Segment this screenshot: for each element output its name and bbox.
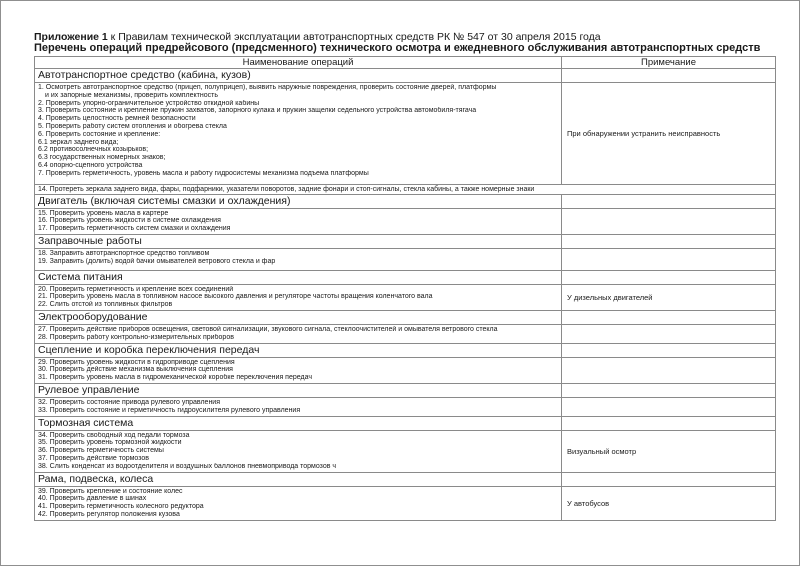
operation-item: 6.3 государственных номерных знаков; — [38, 154, 166, 162]
operation-item: 22. Слить отстой из топливных фильтров — [38, 301, 173, 309]
section-items-fuel-system — [35, 284, 562, 310]
operation-item: 17. Проверить герметичность систем смазки и охлаждения — [38, 225, 231, 233]
operation-item: 27. Проверить действие приборов освещения, световой сигнализации, звукового сигнала, стеклоочистителей и омывателя ветрового стекла — [38, 325, 498, 333]
section-items-steering — [35, 397, 562, 416]
note-engine — [562, 208, 776, 234]
section-title-refueling: Заправочные работы — [35, 234, 562, 248]
column-header-name: Наименование операций — [35, 57, 562, 69]
annex-label: Приложение 1 — [34, 31, 108, 43]
operation-item: 6. Проверить состояние и крепление: — [38, 130, 161, 138]
note-brakes: Визуальный осмотр — [562, 430, 776, 472]
section-title-steering: Рулевое управление — [35, 383, 562, 397]
note-fuel-system: У дизельных двигателей — [562, 284, 776, 310]
operation-item: 3. Проверить состояние и крепление пружин захватов, запорного кулака и пружин защелки седельного устройства автомобиля-тягача — [38, 107, 477, 115]
operation-item: 36. Проверить герметичность системы — [38, 447, 164, 455]
note-electrical — [562, 324, 776, 343]
operation-item: 6.2 противосолнечных козырьков; — [38, 146, 149, 154]
column-header-note: Примечание — [562, 57, 776, 69]
operation-item: 28. Проверить работу контрольно-измерительных приборов — [38, 333, 234, 341]
operation-item: 40. Проверить давление в шинах — [38, 495, 147, 503]
operation-item: 6.1 зеркал заднего вида; — [38, 138, 119, 146]
section-title-chassis: Рама, подвеска, колеса — [35, 472, 562, 486]
note-chassis: У автобусов — [562, 486, 776, 520]
section-title-vehicle: Автотранспортное средство (кабина, кузов) — [35, 69, 562, 83]
operation-item: 38. Слить конденсат из водоотделителя и воздушных баллонов пневмопривода тормозов ч — [38, 462, 337, 470]
note-clutch-gearbox — [562, 357, 776, 383]
section-title-clutch-gearbox: Сцепление и коробка переключения передач — [35, 343, 562, 357]
operation-item: 42. Проверить регулятор положения кузова — [38, 510, 180, 518]
document-title: Перечень операций предрейсового (предсменного) технического осмотра и ежедневного обслуживания автотранспортных средств — [34, 42, 761, 54]
section-title-electrical: Электрооборудование — [35, 310, 562, 324]
section-items-chassis — [35, 486, 562, 520]
operation-item: и их запорные механизмы, проверить комплектность — [45, 91, 218, 99]
operation-item: 21. Проверить уровень масла в топливном насосе высокого давления и регуляторе частоты вращения коленчатого вала — [38, 293, 433, 301]
operation-item: 20. Проверить герметичность и крепление всех соединений — [38, 285, 234, 293]
note-refueling — [562, 248, 776, 270]
annex-text: к Правилам технической эксплуатации автотранспортных средств РК № 547 от 30 апреля 2015 года — [107, 31, 601, 43]
operation-item: 30. Проверить действие механизма выключения сцепления — [38, 366, 233, 374]
section-items-engine — [35, 208, 562, 234]
operation-item: 2. Проверить упорно-ограничительное устройство откидной кабины — [38, 99, 260, 107]
operation-item: 4. Проверить целостность ремней безопасности — [38, 115, 196, 123]
operation-item-wipe: 14. Протереть зеркала заднего вида, фары, подфарники, указатели поворотов, задние фонари и стоп-сигналы, стекла кабины, а также номерные знаки — [35, 184, 776, 194]
operation-item: 29. Проверить уровень жидкости в гидроприводе сцепления — [38, 358, 235, 366]
operation-item: 16. Проверить уровень жидкости в системе охлаждения — [38, 217, 221, 225]
operation-item: 6.4 опорно-сцепного устройства — [38, 161, 143, 169]
operation-item: 7. Проверить герметичность, уровень масла и работу гидросистемы механизма подъема платформы — [38, 169, 369, 177]
section-title-fuel-system: Система питания — [35, 270, 562, 284]
section-title-engine: Двигатель (включая системы смазки и охлаждения) — [35, 194, 562, 208]
operation-item: 15. Проверить уровень масла в картере — [38, 209, 169, 217]
operation-item: 34. Проверить свободный ход педали тормоза — [38, 431, 190, 439]
operation-item: 31. Проверить уровень масла в гидромеханической коробке переключения передач — [38, 374, 312, 382]
note-vehicle: При обнаружении устранить неисправность — [562, 83, 776, 185]
section-title-brakes: Тормозная система — [35, 416, 562, 430]
section-items-clutch-gearbox — [35, 357, 562, 383]
operation-item: 32. Проверить состояние привода рулевого управления — [38, 398, 221, 406]
note-steering — [562, 397, 776, 416]
operation-item: 37. Проверить действие тормозов — [38, 454, 149, 462]
operation-item: 18. Заправить автотранспортное средство топливом — [38, 249, 210, 257]
section-items-refueling — [35, 248, 562, 270]
operation-item: 35. Проверить уровень тормозной жидкости — [38, 439, 182, 447]
operation-item: 1. Осмотреть автотранспортное средство (прицеп, полуприцеп), выявить наружные повреждения, проверить состояние дверей, платформы — [38, 84, 497, 91]
operation-item: 39. Проверить крепление и состояние колес — [38, 487, 183, 495]
section-items-brakes — [35, 430, 562, 472]
operations-table — [34, 56, 776, 521]
operation-item: 19. Заправить (долить) водой бачки омывателей ветрового стекла и фар — [38, 257, 276, 265]
operation-item: 41. Проверить герметичность колесного редуктора — [38, 503, 204, 511]
operation-item: 5. Проверить работу систем отопления и обогрева стекла — [38, 122, 227, 130]
operation-item: 33. Проверить состояние и герметичность гидроусилителя рулевого управления — [38, 406, 301, 414]
section-items-electrical — [35, 324, 562, 343]
section-items-vehicle — [35, 83, 562, 185]
